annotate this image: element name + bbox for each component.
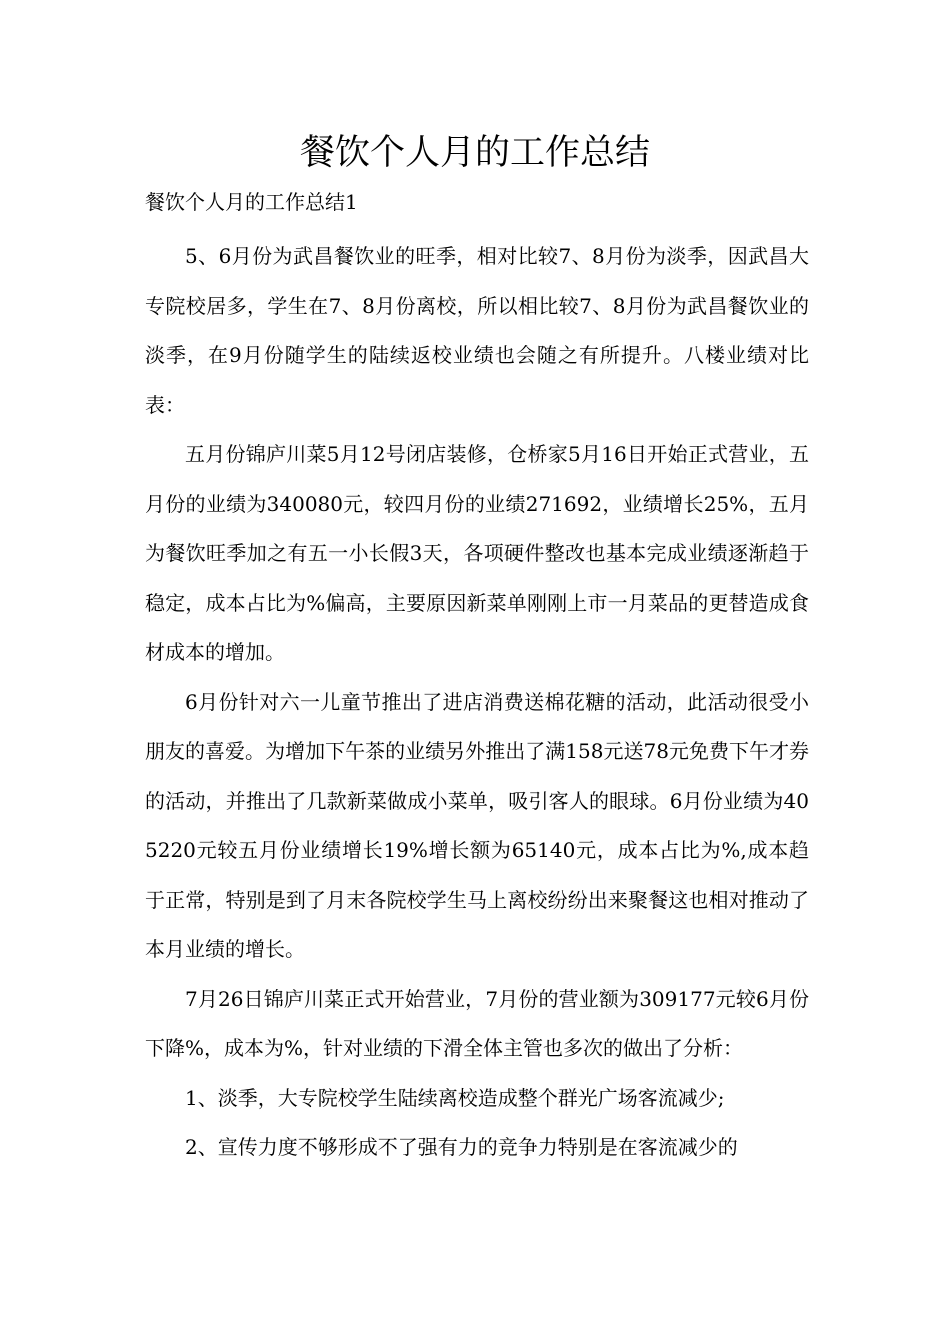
document-subtitle: 餐饮个人月的工作总结1 <box>145 190 358 214</box>
paragraph-june: 6月份针对六一儿童节推出了进店消费送棉花糖的活动，此活动很受小朋友的喜爱。为增加下午茶的业绩另外推出了满158元送78元免费下午才券的活动，并推出了几款新菜做成小菜单，吸引客人的眼球。6月份业绩为405220元较五月份业绩增长19%增长额为65140元，成本占比为%,成本趋于正常，特别是到了月末各院校学生马上离校纷纷出来聚餐这也相对推动了本月业绩的增长。 <box>145 689 809 961</box>
paragraph-intro: 5、6月份为武昌餐饮业的旺季，相对比较7、8月份为淡季，因武昌大专院校居多，学生在7、8月份离校，所以相比较7、8月份为武昌餐饮业的淡季，在9月份随学生的陆续返校业绩也会随之有所提升。八楼业绩对比表： <box>145 244 809 417</box>
list-item-reason-2: 2、宣传力度不够形成不了强有力的竞争力特别是在客流减少的 <box>185 1135 738 1159</box>
document-title: 餐饮个人月的工作总结 <box>299 133 650 173</box>
list-item-reason-1: 1、淡季，大专院校学生陆续离校造成整个群光广场客流减少; <box>185 1085 725 1110</box>
document-body <box>145 232 809 1173</box>
paragraph-may: 五月份锦庐川菜5月12号闭店装修，仓桥家5月16日开始正式营业，五月份的业绩为340080元，较四月份的业绩271692，业绩增长25%，五月为餐饮旺季加之有五一小长假3天，各项硬件整改也基本完成业绩逐渐趋于稳定，成本占比为%偏高，主要原因新菜单刚刚上市一月菜品的更替造成食材成本的增加。 <box>145 442 809 664</box>
paragraph-july: 7月26日锦庐川菜正式开始营业，7月份的营业额为309177元较6月份下降%，成本为%，针对业绩的下滑全体主管也多次的做出了分析： <box>145 986 809 1060</box>
